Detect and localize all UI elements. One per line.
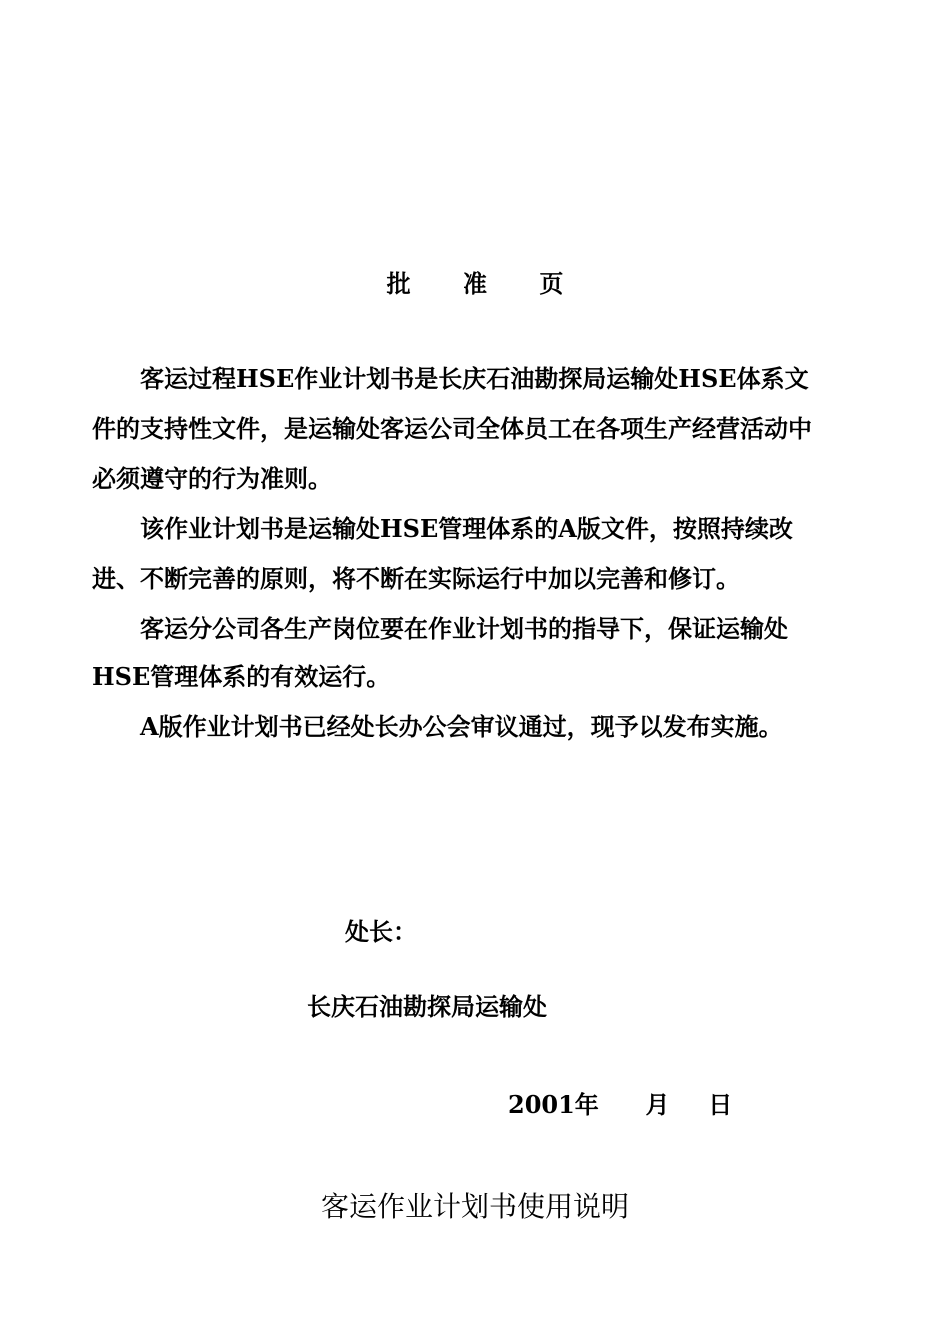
paragraph-3-line-2: HSE管理体系的有效运行。 xyxy=(92,662,391,691)
paragraph-3-line-1: 客运分公司各生产岗位要在作业计划书的指导下，保证运输处 xyxy=(140,614,788,643)
date-month: 月 xyxy=(645,1090,670,1119)
organization-name: 长庆石油勘探局运输处 xyxy=(307,992,547,1021)
date-year: 2001年 xyxy=(508,1090,599,1119)
paragraph-1-line-1: 客运过程HSE作业计划书是长庆石油勘探局运输处HSE体系文 xyxy=(140,364,809,393)
title-char-2: 准 xyxy=(463,269,487,298)
paragraph-2-line-2: 进、不断完善的原则，将不断在实际运行中加以完善和修订。 xyxy=(92,564,740,593)
title-char-1: 批 xyxy=(386,269,411,298)
paragraph-4-line-1: A版作业计划书已经处长办公会审议通过，现予以发布实施。 xyxy=(140,712,783,741)
title-char-3: 页 xyxy=(539,269,564,298)
signature-date xyxy=(508,1085,732,1120)
next-section-title: 客运作业计划书使用说明 xyxy=(320,1190,629,1223)
director-label: 处长： xyxy=(345,917,417,946)
paragraph-1-line-2: 件的支持性文件，是运输处客运公司全体员工在各项生产经营活动中 xyxy=(92,414,812,443)
approval-page-title xyxy=(0,264,950,299)
paragraph-1-line-3: 必须遵守的行为准则。 xyxy=(92,464,332,493)
date-day: 日 xyxy=(708,1090,733,1119)
paragraph-2-line-1: 该作业计划书是运输处HSE管理体系的A版文件，按照持续改 xyxy=(140,514,793,543)
